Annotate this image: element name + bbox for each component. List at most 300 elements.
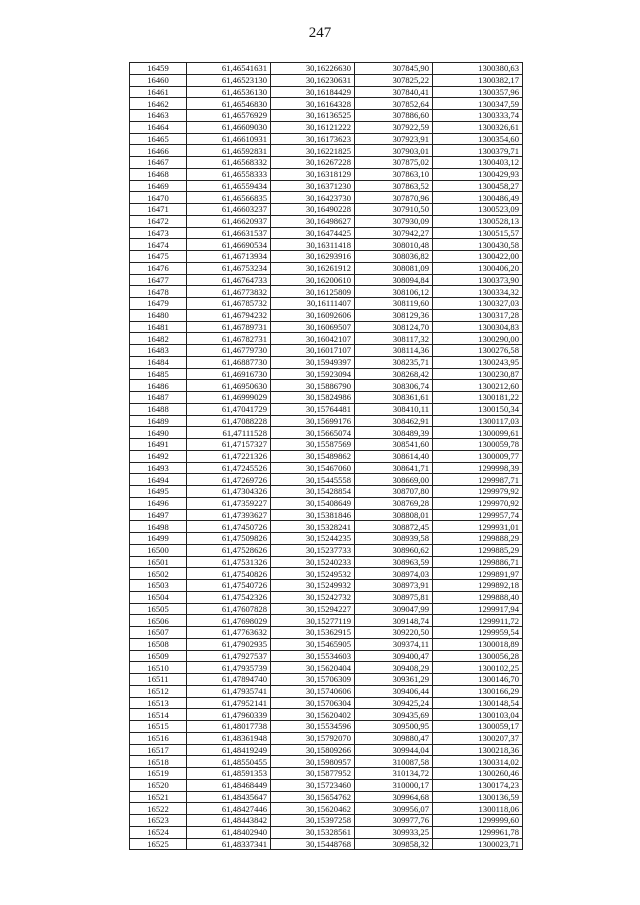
point-number-cell: 16459 xyxy=(130,63,187,75)
point-number-cell: 16494 xyxy=(130,474,187,486)
y-coordinate-cell: 1300290,00 xyxy=(433,333,523,345)
point-number-cell: 16521 xyxy=(130,791,187,803)
point-number-cell: 16518 xyxy=(130,756,187,768)
y-coordinate-cell: 1300099,61 xyxy=(433,427,523,439)
table-row xyxy=(130,180,523,192)
y-coordinate-cell: 1300486,49 xyxy=(433,192,523,204)
x-coordinate-cell: 308114,36 xyxy=(355,345,433,357)
latitude-cell: 61,46690534 xyxy=(187,239,271,251)
x-coordinate-cell: 308361,61 xyxy=(355,392,433,404)
x-coordinate-cell: 308939,58 xyxy=(355,533,433,545)
y-coordinate-cell: 1300009,77 xyxy=(433,450,523,462)
table-row xyxy=(130,227,523,239)
point-number-cell: 16488 xyxy=(130,403,187,415)
table-row xyxy=(130,580,523,592)
latitude-cell: 61,46999029 xyxy=(187,392,271,404)
x-coordinate-cell: 309425,24 xyxy=(355,697,433,709)
x-coordinate-cell: 309933,25 xyxy=(355,826,433,838)
longitude-cell: 30,16221825 xyxy=(271,145,355,157)
table-row xyxy=(130,591,523,603)
point-number-cell: 16463 xyxy=(130,110,187,122)
table-row xyxy=(130,568,523,580)
longitude-cell: 30,16498627 xyxy=(271,215,355,227)
x-coordinate-cell: 307903,01 xyxy=(355,145,433,157)
table-row xyxy=(130,415,523,427)
x-coordinate-cell: 308081,09 xyxy=(355,262,433,274)
point-number-cell: 16511 xyxy=(130,674,187,686)
x-coordinate-cell: 307922,59 xyxy=(355,121,433,133)
point-number-cell: 16516 xyxy=(130,732,187,744)
point-number-cell: 16497 xyxy=(130,509,187,521)
y-coordinate-cell: 1300023,71 xyxy=(433,838,523,850)
x-coordinate-cell: 307875,02 xyxy=(355,157,433,169)
point-number-cell: 16483 xyxy=(130,345,187,357)
x-coordinate-cell: 308489,39 xyxy=(355,427,433,439)
x-coordinate-cell: 309977,76 xyxy=(355,815,433,827)
latitude-cell: 61,48419249 xyxy=(187,744,271,756)
latitude-cell: 61,47393627 xyxy=(187,509,271,521)
longitude-cell: 30,15277119 xyxy=(271,615,355,627)
y-coordinate-cell: 1300347,59 xyxy=(433,98,523,110)
y-coordinate-cell: 1299888,40 xyxy=(433,591,523,603)
point-number-cell: 16493 xyxy=(130,462,187,474)
table-row xyxy=(130,709,523,721)
longitude-cell: 30,15886790 xyxy=(271,380,355,392)
longitude-cell: 30,15244235 xyxy=(271,533,355,545)
y-coordinate-cell: 1300243,95 xyxy=(433,356,523,368)
latitude-cell: 61,48337341 xyxy=(187,838,271,850)
point-number-cell: 16477 xyxy=(130,274,187,286)
latitude-cell: 61,47607828 xyxy=(187,603,271,615)
y-coordinate-cell: 1300379,71 xyxy=(433,145,523,157)
point-number-cell: 16502 xyxy=(130,568,187,580)
longitude-cell: 30,15448768 xyxy=(271,838,355,850)
point-number-cell: 16460 xyxy=(130,74,187,86)
y-coordinate-cell: 1299888,29 xyxy=(433,533,523,545)
table-row xyxy=(130,486,523,498)
x-coordinate-cell: 308268,42 xyxy=(355,368,433,380)
latitude-cell: 61,47088228 xyxy=(187,415,271,427)
y-coordinate-cell: 1300334,32 xyxy=(433,286,523,298)
x-coordinate-cell: 310087,58 xyxy=(355,756,433,768)
point-number-cell: 16515 xyxy=(130,721,187,733)
y-coordinate-cell: 1300314,02 xyxy=(433,756,523,768)
latitude-cell: 61,47509826 xyxy=(187,533,271,545)
x-coordinate-cell: 308960,62 xyxy=(355,544,433,556)
y-coordinate-cell: 1299987,71 xyxy=(433,474,523,486)
table-row xyxy=(130,732,523,744)
x-coordinate-cell: 307852,64 xyxy=(355,98,433,110)
latitude-cell: 61,46785732 xyxy=(187,298,271,310)
table-row xyxy=(130,791,523,803)
table-row xyxy=(130,603,523,615)
longitude-cell: 30,15923094 xyxy=(271,368,355,380)
latitude-cell: 61,46620937 xyxy=(187,215,271,227)
point-number-cell: 16478 xyxy=(130,286,187,298)
latitude-cell: 61,47269726 xyxy=(187,474,271,486)
x-coordinate-cell: 308975,81 xyxy=(355,591,433,603)
y-coordinate-cell: 1300523,09 xyxy=(433,204,523,216)
longitude-cell: 30,15620404 xyxy=(271,662,355,674)
x-coordinate-cell: 308010,48 xyxy=(355,239,433,251)
point-number-cell: 16508 xyxy=(130,638,187,650)
point-number-cell: 16496 xyxy=(130,497,187,509)
table-row xyxy=(130,815,523,827)
point-number-cell: 16467 xyxy=(130,157,187,169)
latitude-cell: 61,46887730 xyxy=(187,356,271,368)
x-coordinate-cell: 307845,90 xyxy=(355,63,433,75)
table-row xyxy=(130,345,523,357)
longitude-cell: 30,16490228 xyxy=(271,204,355,216)
x-coordinate-cell: 307923,91 xyxy=(355,133,433,145)
y-coordinate-cell: 1300218,36 xyxy=(433,744,523,756)
point-number-cell: 16480 xyxy=(130,309,187,321)
y-coordinate-cell: 1300515,57 xyxy=(433,227,523,239)
point-number-cell: 16476 xyxy=(130,262,187,274)
latitude-cell: 61,46773832 xyxy=(187,286,271,298)
y-coordinate-cell: 1300174,23 xyxy=(433,779,523,791)
x-coordinate-cell: 309435,69 xyxy=(355,709,433,721)
longitude-cell: 30,15465905 xyxy=(271,638,355,650)
x-coordinate-cell: 307910,50 xyxy=(355,204,433,216)
longitude-cell: 30,16293916 xyxy=(271,251,355,263)
table-row xyxy=(130,98,523,110)
table-row xyxy=(130,697,523,709)
x-coordinate-cell: 308462,91 xyxy=(355,415,433,427)
table-row xyxy=(130,321,523,333)
x-coordinate-cell: 309956,07 xyxy=(355,803,433,815)
table-row xyxy=(130,779,523,791)
x-coordinate-cell: 308872,45 xyxy=(355,521,433,533)
latitude-cell: 61,47221326 xyxy=(187,450,271,462)
longitude-cell: 30,16092606 xyxy=(271,309,355,321)
latitude-cell: 61,47935741 xyxy=(187,685,271,697)
latitude-cell: 61,47450726 xyxy=(187,521,271,533)
x-coordinate-cell: 309400,47 xyxy=(355,650,433,662)
y-coordinate-cell: 1300354,60 xyxy=(433,133,523,145)
x-coordinate-cell: 307886,60 xyxy=(355,110,433,122)
point-number-cell: 16500 xyxy=(130,544,187,556)
latitude-cell: 61,46631537 xyxy=(187,227,271,239)
table-row xyxy=(130,803,523,815)
y-coordinate-cell: 1300146,70 xyxy=(433,674,523,686)
latitude-cell: 61,46523130 xyxy=(187,74,271,86)
latitude-cell: 61,46546830 xyxy=(187,98,271,110)
table-row xyxy=(130,615,523,627)
longitude-cell: 30,16121222 xyxy=(271,121,355,133)
table-row xyxy=(130,544,523,556)
longitude-cell: 30,16318129 xyxy=(271,168,355,180)
table-row xyxy=(130,439,523,451)
x-coordinate-cell: 307825,22 xyxy=(355,74,433,86)
longitude-cell: 30,16230631 xyxy=(271,74,355,86)
latitude-cell: 61,46536130 xyxy=(187,86,271,98)
y-coordinate-cell: 1300373,90 xyxy=(433,274,523,286)
latitude-cell: 61,47960339 xyxy=(187,709,271,721)
point-number-cell: 16490 xyxy=(130,427,187,439)
latitude-cell: 61,48427446 xyxy=(187,803,271,815)
table-row xyxy=(130,168,523,180)
longitude-cell: 30,16200610 xyxy=(271,274,355,286)
latitude-cell: 61,46779730 xyxy=(187,345,271,357)
y-coordinate-cell: 1300357,96 xyxy=(433,86,523,98)
y-coordinate-cell: 1300181,22 xyxy=(433,392,523,404)
latitude-cell: 61,48550455 xyxy=(187,756,271,768)
x-coordinate-cell: 308974,03 xyxy=(355,568,433,580)
longitude-cell: 30,16261912 xyxy=(271,262,355,274)
longitude-cell: 30,15723460 xyxy=(271,779,355,791)
longitude-cell: 30,15237733 xyxy=(271,544,355,556)
longitude-cell: 30,15980957 xyxy=(271,756,355,768)
latitude-cell: 61,46610931 xyxy=(187,133,271,145)
x-coordinate-cell: 310134,72 xyxy=(355,768,433,780)
point-number-cell: 16465 xyxy=(130,133,187,145)
longitude-cell: 30,16226630 xyxy=(271,63,355,75)
x-coordinate-cell: 309408,29 xyxy=(355,662,433,674)
latitude-cell: 61,47894740 xyxy=(187,674,271,686)
longitude-cell: 30,15445558 xyxy=(271,474,355,486)
x-coordinate-cell: 309880,47 xyxy=(355,732,433,744)
y-coordinate-cell: 1300102,25 xyxy=(433,662,523,674)
y-coordinate-cell: 1300059,17 xyxy=(433,721,523,733)
point-number-cell: 16505 xyxy=(130,603,187,615)
point-number-cell: 16487 xyxy=(130,392,187,404)
longitude-cell: 30,15620402 xyxy=(271,709,355,721)
y-coordinate-cell: 1300422,00 xyxy=(433,251,523,263)
x-coordinate-cell: 309500,95 xyxy=(355,721,433,733)
point-number-cell: 16498 xyxy=(130,521,187,533)
table-row xyxy=(130,333,523,345)
longitude-cell: 30,16069507 xyxy=(271,321,355,333)
latitude-cell: 61,47763632 xyxy=(187,627,271,639)
point-number-cell: 16499 xyxy=(130,533,187,545)
x-coordinate-cell: 308541,60 xyxy=(355,439,433,451)
latitude-cell: 61,46950630 xyxy=(187,380,271,392)
table-row xyxy=(130,392,523,404)
y-coordinate-cell: 1300118,06 xyxy=(433,803,523,815)
x-coordinate-cell: 308235,71 xyxy=(355,356,433,368)
y-coordinate-cell: 1300403,12 xyxy=(433,157,523,169)
table-row xyxy=(130,145,523,157)
table-row xyxy=(130,674,523,686)
y-coordinate-cell: 1299959,54 xyxy=(433,627,523,639)
latitude-cell: 61,46566835 xyxy=(187,192,271,204)
table-row xyxy=(130,685,523,697)
coordinates-table-body xyxy=(130,63,523,850)
y-coordinate-cell: 1300430,58 xyxy=(433,239,523,251)
longitude-cell: 30,15792070 xyxy=(271,732,355,744)
point-number-cell: 16510 xyxy=(130,662,187,674)
longitude-cell: 30,16017107 xyxy=(271,345,355,357)
longitude-cell: 30,15949397 xyxy=(271,356,355,368)
y-coordinate-cell: 1300276,58 xyxy=(433,345,523,357)
latitude-cell: 61,47952141 xyxy=(187,697,271,709)
x-coordinate-cell: 307863,10 xyxy=(355,168,433,180)
longitude-cell: 30,15654762 xyxy=(271,791,355,803)
longitude-cell: 30,16164328 xyxy=(271,98,355,110)
y-coordinate-cell: 1299885,29 xyxy=(433,544,523,556)
longitude-cell: 30,15587569 xyxy=(271,439,355,451)
point-number-cell: 16482 xyxy=(130,333,187,345)
table-row xyxy=(130,380,523,392)
point-number-cell: 16491 xyxy=(130,439,187,451)
longitude-cell: 30,15249932 xyxy=(271,580,355,592)
point-number-cell: 16481 xyxy=(130,321,187,333)
longitude-cell: 30,15328241 xyxy=(271,521,355,533)
table-row xyxy=(130,509,523,521)
y-coordinate-cell: 1300018,89 xyxy=(433,638,523,650)
point-number-cell: 16474 xyxy=(130,239,187,251)
point-number-cell: 16464 xyxy=(130,121,187,133)
longitude-cell: 30,15397258 xyxy=(271,815,355,827)
x-coordinate-cell: 309964,68 xyxy=(355,791,433,803)
x-coordinate-cell: 308707,80 xyxy=(355,486,433,498)
point-number-cell: 16489 xyxy=(130,415,187,427)
coordinates-table xyxy=(129,62,523,850)
longitude-cell: 30,15534596 xyxy=(271,721,355,733)
point-number-cell: 16525 xyxy=(130,838,187,850)
x-coordinate-cell: 307930,09 xyxy=(355,215,433,227)
table-row xyxy=(130,262,523,274)
x-coordinate-cell: 309944,04 xyxy=(355,744,433,756)
longitude-cell: 30,16371230 xyxy=(271,180,355,192)
x-coordinate-cell: 308963,59 xyxy=(355,556,433,568)
y-coordinate-cell: 1300304,83 xyxy=(433,321,523,333)
y-coordinate-cell: 1300382,17 xyxy=(433,74,523,86)
latitude-cell: 61,47531326 xyxy=(187,556,271,568)
y-coordinate-cell: 1300148,54 xyxy=(433,697,523,709)
x-coordinate-cell: 308119,60 xyxy=(355,298,433,310)
point-number-cell: 16484 xyxy=(130,356,187,368)
y-coordinate-cell: 1299886,71 xyxy=(433,556,523,568)
longitude-cell: 30,16311418 xyxy=(271,239,355,251)
longitude-cell: 30,15489862 xyxy=(271,450,355,462)
latitude-cell: 61,46782731 xyxy=(187,333,271,345)
table-row xyxy=(130,215,523,227)
table-row xyxy=(130,239,523,251)
longitude-cell: 30,15362915 xyxy=(271,627,355,639)
x-coordinate-cell: 310000,17 xyxy=(355,779,433,791)
point-number-cell: 16479 xyxy=(130,298,187,310)
latitude-cell: 61,48435647 xyxy=(187,791,271,803)
latitude-cell: 61,47245526 xyxy=(187,462,271,474)
x-coordinate-cell: 308106,12 xyxy=(355,286,433,298)
table-row xyxy=(130,838,523,850)
longitude-cell: 30,15877952 xyxy=(271,768,355,780)
table-row xyxy=(130,157,523,169)
y-coordinate-cell: 1300056,28 xyxy=(433,650,523,662)
y-coordinate-cell: 1300117,03 xyxy=(433,415,523,427)
point-number-cell: 16509 xyxy=(130,650,187,662)
table-row xyxy=(130,556,523,568)
latitude-cell: 61,46541631 xyxy=(187,63,271,75)
point-number-cell: 16486 xyxy=(130,380,187,392)
y-coordinate-cell: 1300212,60 xyxy=(433,380,523,392)
latitude-cell: 61,47540726 xyxy=(187,580,271,592)
latitude-cell: 61,48361948 xyxy=(187,732,271,744)
x-coordinate-cell: 307942,27 xyxy=(355,227,433,239)
y-coordinate-cell: 1300333,74 xyxy=(433,110,523,122)
point-number-cell: 16461 xyxy=(130,86,187,98)
x-coordinate-cell: 309220,50 xyxy=(355,627,433,639)
latitude-cell: 61,47698029 xyxy=(187,615,271,627)
longitude-cell: 30,15706304 xyxy=(271,697,355,709)
table-row xyxy=(130,74,523,86)
table-row xyxy=(130,403,523,415)
latitude-cell: 61,46603237 xyxy=(187,204,271,216)
x-coordinate-cell: 308036,82 xyxy=(355,251,433,263)
y-coordinate-cell: 1299999,60 xyxy=(433,815,523,827)
x-coordinate-cell: 309361,29 xyxy=(355,674,433,686)
latitude-cell: 61,46753234 xyxy=(187,262,271,274)
point-number-cell: 16504 xyxy=(130,591,187,603)
latitude-cell: 61,47540826 xyxy=(187,568,271,580)
x-coordinate-cell: 308129,36 xyxy=(355,309,433,321)
longitude-cell: 30,15824986 xyxy=(271,392,355,404)
x-coordinate-cell: 309047,99 xyxy=(355,603,433,615)
y-coordinate-cell: 1300429,93 xyxy=(433,168,523,180)
latitude-cell: 61,48017738 xyxy=(187,721,271,733)
longitude-cell: 30,15706309 xyxy=(271,674,355,686)
latitude-cell: 61,47157327 xyxy=(187,439,271,451)
latitude-cell: 61,47927537 xyxy=(187,650,271,662)
table-row xyxy=(130,286,523,298)
table-row xyxy=(130,86,523,98)
table-row xyxy=(130,826,523,838)
table-row xyxy=(130,356,523,368)
point-number-cell: 16471 xyxy=(130,204,187,216)
longitude-cell: 30,15294227 xyxy=(271,603,355,615)
table-row xyxy=(130,521,523,533)
longitude-cell: 30,15534603 xyxy=(271,650,355,662)
table-row xyxy=(130,462,523,474)
y-coordinate-cell: 1300327,03 xyxy=(433,298,523,310)
longitude-cell: 30,15328561 xyxy=(271,826,355,838)
point-number-cell: 16501 xyxy=(130,556,187,568)
y-coordinate-cell: 1300317,28 xyxy=(433,309,523,321)
point-number-cell: 16475 xyxy=(130,251,187,263)
table-row xyxy=(130,133,523,145)
longitude-cell: 30,15242732 xyxy=(271,591,355,603)
x-coordinate-cell: 308808,01 xyxy=(355,509,433,521)
latitude-cell: 61,47304326 xyxy=(187,486,271,498)
latitude-cell: 61,47111528 xyxy=(187,427,271,439)
y-coordinate-cell: 1300528,13 xyxy=(433,215,523,227)
y-coordinate-cell: 1300406,20 xyxy=(433,262,523,274)
point-number-cell: 16513 xyxy=(130,697,187,709)
x-coordinate-cell: 307863,52 xyxy=(355,180,433,192)
x-coordinate-cell: 308769,28 xyxy=(355,497,433,509)
y-coordinate-cell: 1300207,37 xyxy=(433,732,523,744)
table-row xyxy=(130,650,523,662)
latitude-cell: 61,47041729 xyxy=(187,403,271,415)
point-number-cell: 16485 xyxy=(130,368,187,380)
point-number-cell: 16517 xyxy=(130,744,187,756)
x-coordinate-cell: 309374,11 xyxy=(355,638,433,650)
longitude-cell: 30,15665074 xyxy=(271,427,355,439)
y-coordinate-cell: 1299961,78 xyxy=(433,826,523,838)
x-coordinate-cell: 308094,84 xyxy=(355,274,433,286)
x-coordinate-cell: 308614,40 xyxy=(355,450,433,462)
x-coordinate-cell: 309148,74 xyxy=(355,615,433,627)
x-coordinate-cell: 307870,96 xyxy=(355,192,433,204)
point-number-cell: 16468 xyxy=(130,168,187,180)
x-coordinate-cell: 308669,00 xyxy=(355,474,433,486)
table-row xyxy=(130,298,523,310)
longitude-cell: 30,16267228 xyxy=(271,157,355,169)
latitude-cell: 61,47359227 xyxy=(187,497,271,509)
point-number-cell: 16512 xyxy=(130,685,187,697)
